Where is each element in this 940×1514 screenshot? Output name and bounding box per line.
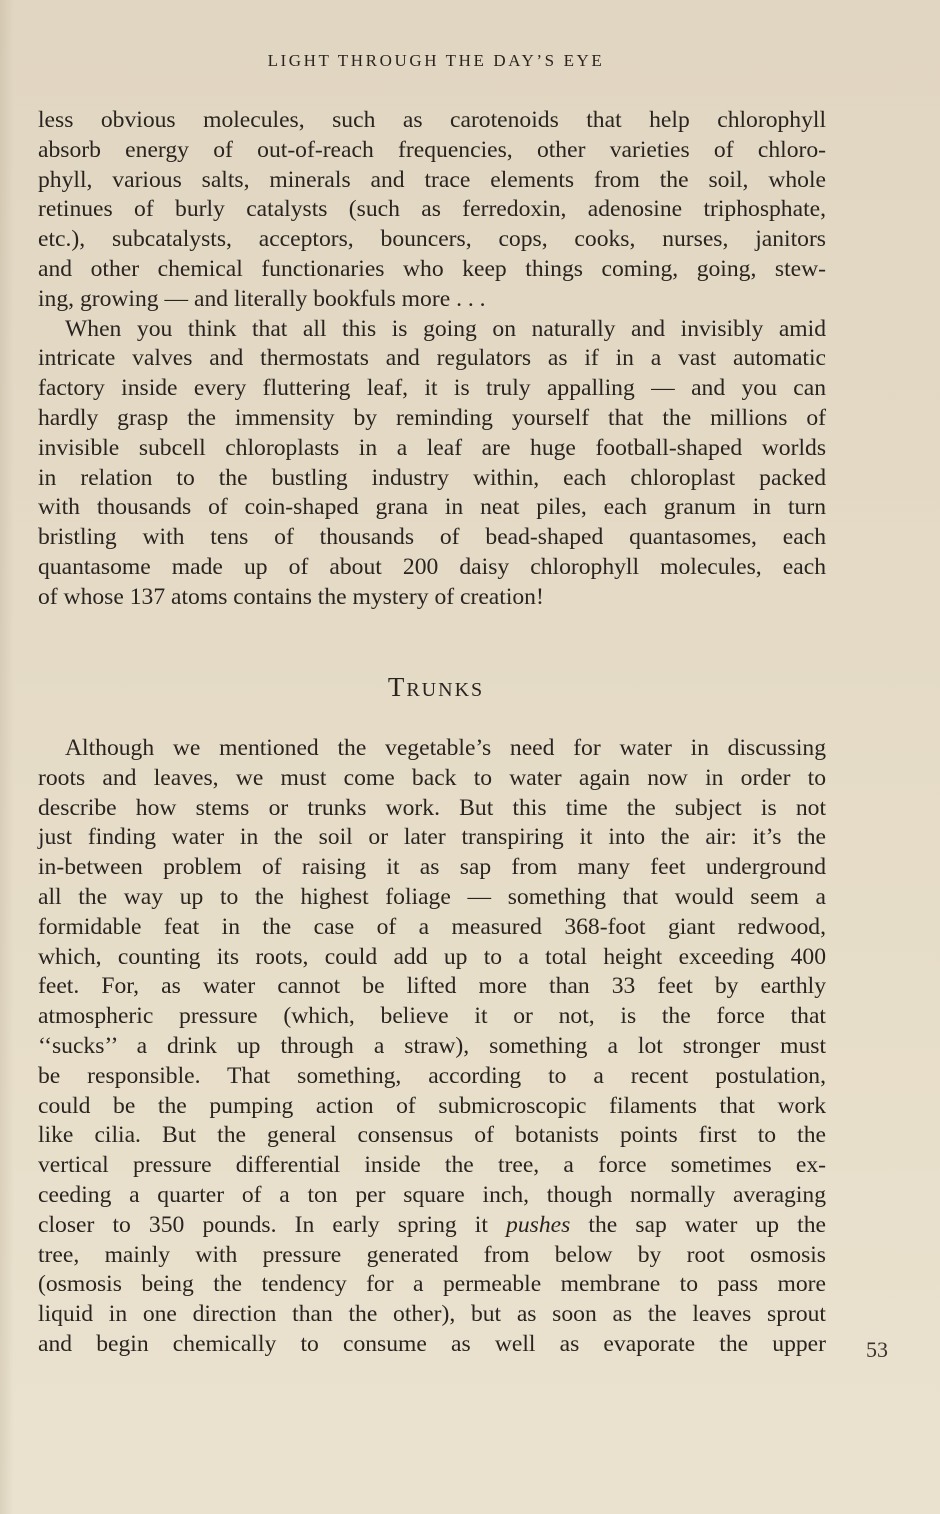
text-line: be responsible. That something, according to a recent postulation, xyxy=(38,1062,826,1089)
heading-rest: RUNKS xyxy=(406,679,485,701)
text-line: etc.), subcatalysts, acceptors, bouncers, cops, cooks, nurses, janitors xyxy=(38,226,826,253)
text-line: vertical pressure differential inside the tree, a force sometimes ex- xyxy=(38,1152,826,1179)
page-edge-shadow xyxy=(0,0,14,1514)
text-line: ing, growing — and literally bookfuls more . . . xyxy=(38,285,486,312)
text-line: roots and leaves, we must come back to water again now in order to xyxy=(38,764,826,791)
text-line: feet. For, as water cannot be lifted more than 33 feet by earthly xyxy=(38,973,826,1000)
page-number: 53 xyxy=(866,1337,888,1362)
italic-emphasis: pushes xyxy=(506,1211,571,1238)
text-line: hardly grasp the immensity by reminding yourself that the millions of xyxy=(38,404,826,431)
text-line: in relation to the bustling industry within, each chloroplast packed xyxy=(38,464,826,491)
text-line: (osmosis being the tendency for a permeable membrane to pass more xyxy=(38,1271,826,1298)
text-line: ‘‘sucks’’ a drink up through a straw), something a lot stronger must xyxy=(38,1032,826,1059)
paragraph-block-trunks xyxy=(38,734,826,1360)
text-line: liquid in one direction than the other), but as soon as the leaves sprout xyxy=(38,1301,826,1328)
text-line: in-between problem of raising it as sap from many feet underground xyxy=(38,854,826,881)
text-line: intricate valves and thermostats and regulators as if in a vast automatic xyxy=(38,345,826,372)
heading-initial: T xyxy=(387,672,407,702)
text-line: formidable feat in the case of a measured 368-foot giant redwood, xyxy=(38,913,826,940)
text-line: Although we mentioned the vegetable’s need for water in discussing xyxy=(65,735,826,761)
text-line: could be the pumping action of submicroscopic filaments that work xyxy=(38,1092,826,1119)
text-line: quantasome made up of about 200 daisy chlorophyll molecules, each xyxy=(38,553,826,580)
text-line: atmospheric pressure (which, believe it or not, is the force that xyxy=(38,1003,826,1030)
text-line: invisible subcell chloroplasts in a leaf are huge football-shaped worlds xyxy=(38,434,826,461)
text-line: and begin chemically to consume as well as evaporate the upper xyxy=(38,1330,826,1357)
text-line: bristling with tens of thousands of bead-shaped quantasomes, each xyxy=(38,524,826,551)
text-line: and other chemical functionaries who keep things coming, going, stew- xyxy=(38,255,826,282)
text-segment: closer to 350 pounds. In early spring it xyxy=(38,1211,507,1238)
text-line-with-italic xyxy=(38,1211,826,1241)
text-line: describe how stems or trunks work. But this time the subject is not xyxy=(38,794,826,821)
text-line: with thousands of coin-shaped grana in neat piles, each granum in turn xyxy=(38,494,826,521)
text-line: When you think that all this is going on naturally and invisibly amid xyxy=(65,315,826,342)
text-line: like cilia. But the general consensus of botanists points first to the xyxy=(38,1122,826,1149)
text-line: which, counting its roots, could add up to a total height exceeding 400 xyxy=(38,943,826,970)
text-line: phyll, various salts, minerals and trace elements from the soil, whole xyxy=(38,166,826,193)
section-heading-trunks xyxy=(0,672,872,703)
text-line: tree, mainly with pressure generated from below by root osmosis xyxy=(38,1241,826,1268)
text-segment: the sap water up the xyxy=(570,1211,826,1238)
running-head: LIGHT THROUGH THE DAY’S EYE xyxy=(267,51,605,70)
text-line: factory inside every fluttering leaf, it is truly appalling — and you can xyxy=(38,375,826,402)
paragraph-block-chlorophyll xyxy=(38,106,826,613)
text-line: all the way up to the highest foliage — something that would seem a xyxy=(38,883,826,910)
text-line: ceeding a quarter of a ton per square inch, though normally averaging xyxy=(38,1181,826,1208)
text-line: of whose 137 atoms contains the mystery of creation! xyxy=(38,583,544,610)
text-line: just finding water in the soil or later transpiring it into the air: it’s the xyxy=(38,824,826,851)
text-line: retinues of burly catalysts (such as ferredoxin, adenosine triphosphate, xyxy=(38,196,826,223)
text-line: absorb energy of out-of-reach frequencies, other varieties of chloro- xyxy=(38,136,826,163)
text-line: less obvious molecules, such as carotenoids that help chlorophyll xyxy=(38,107,826,133)
